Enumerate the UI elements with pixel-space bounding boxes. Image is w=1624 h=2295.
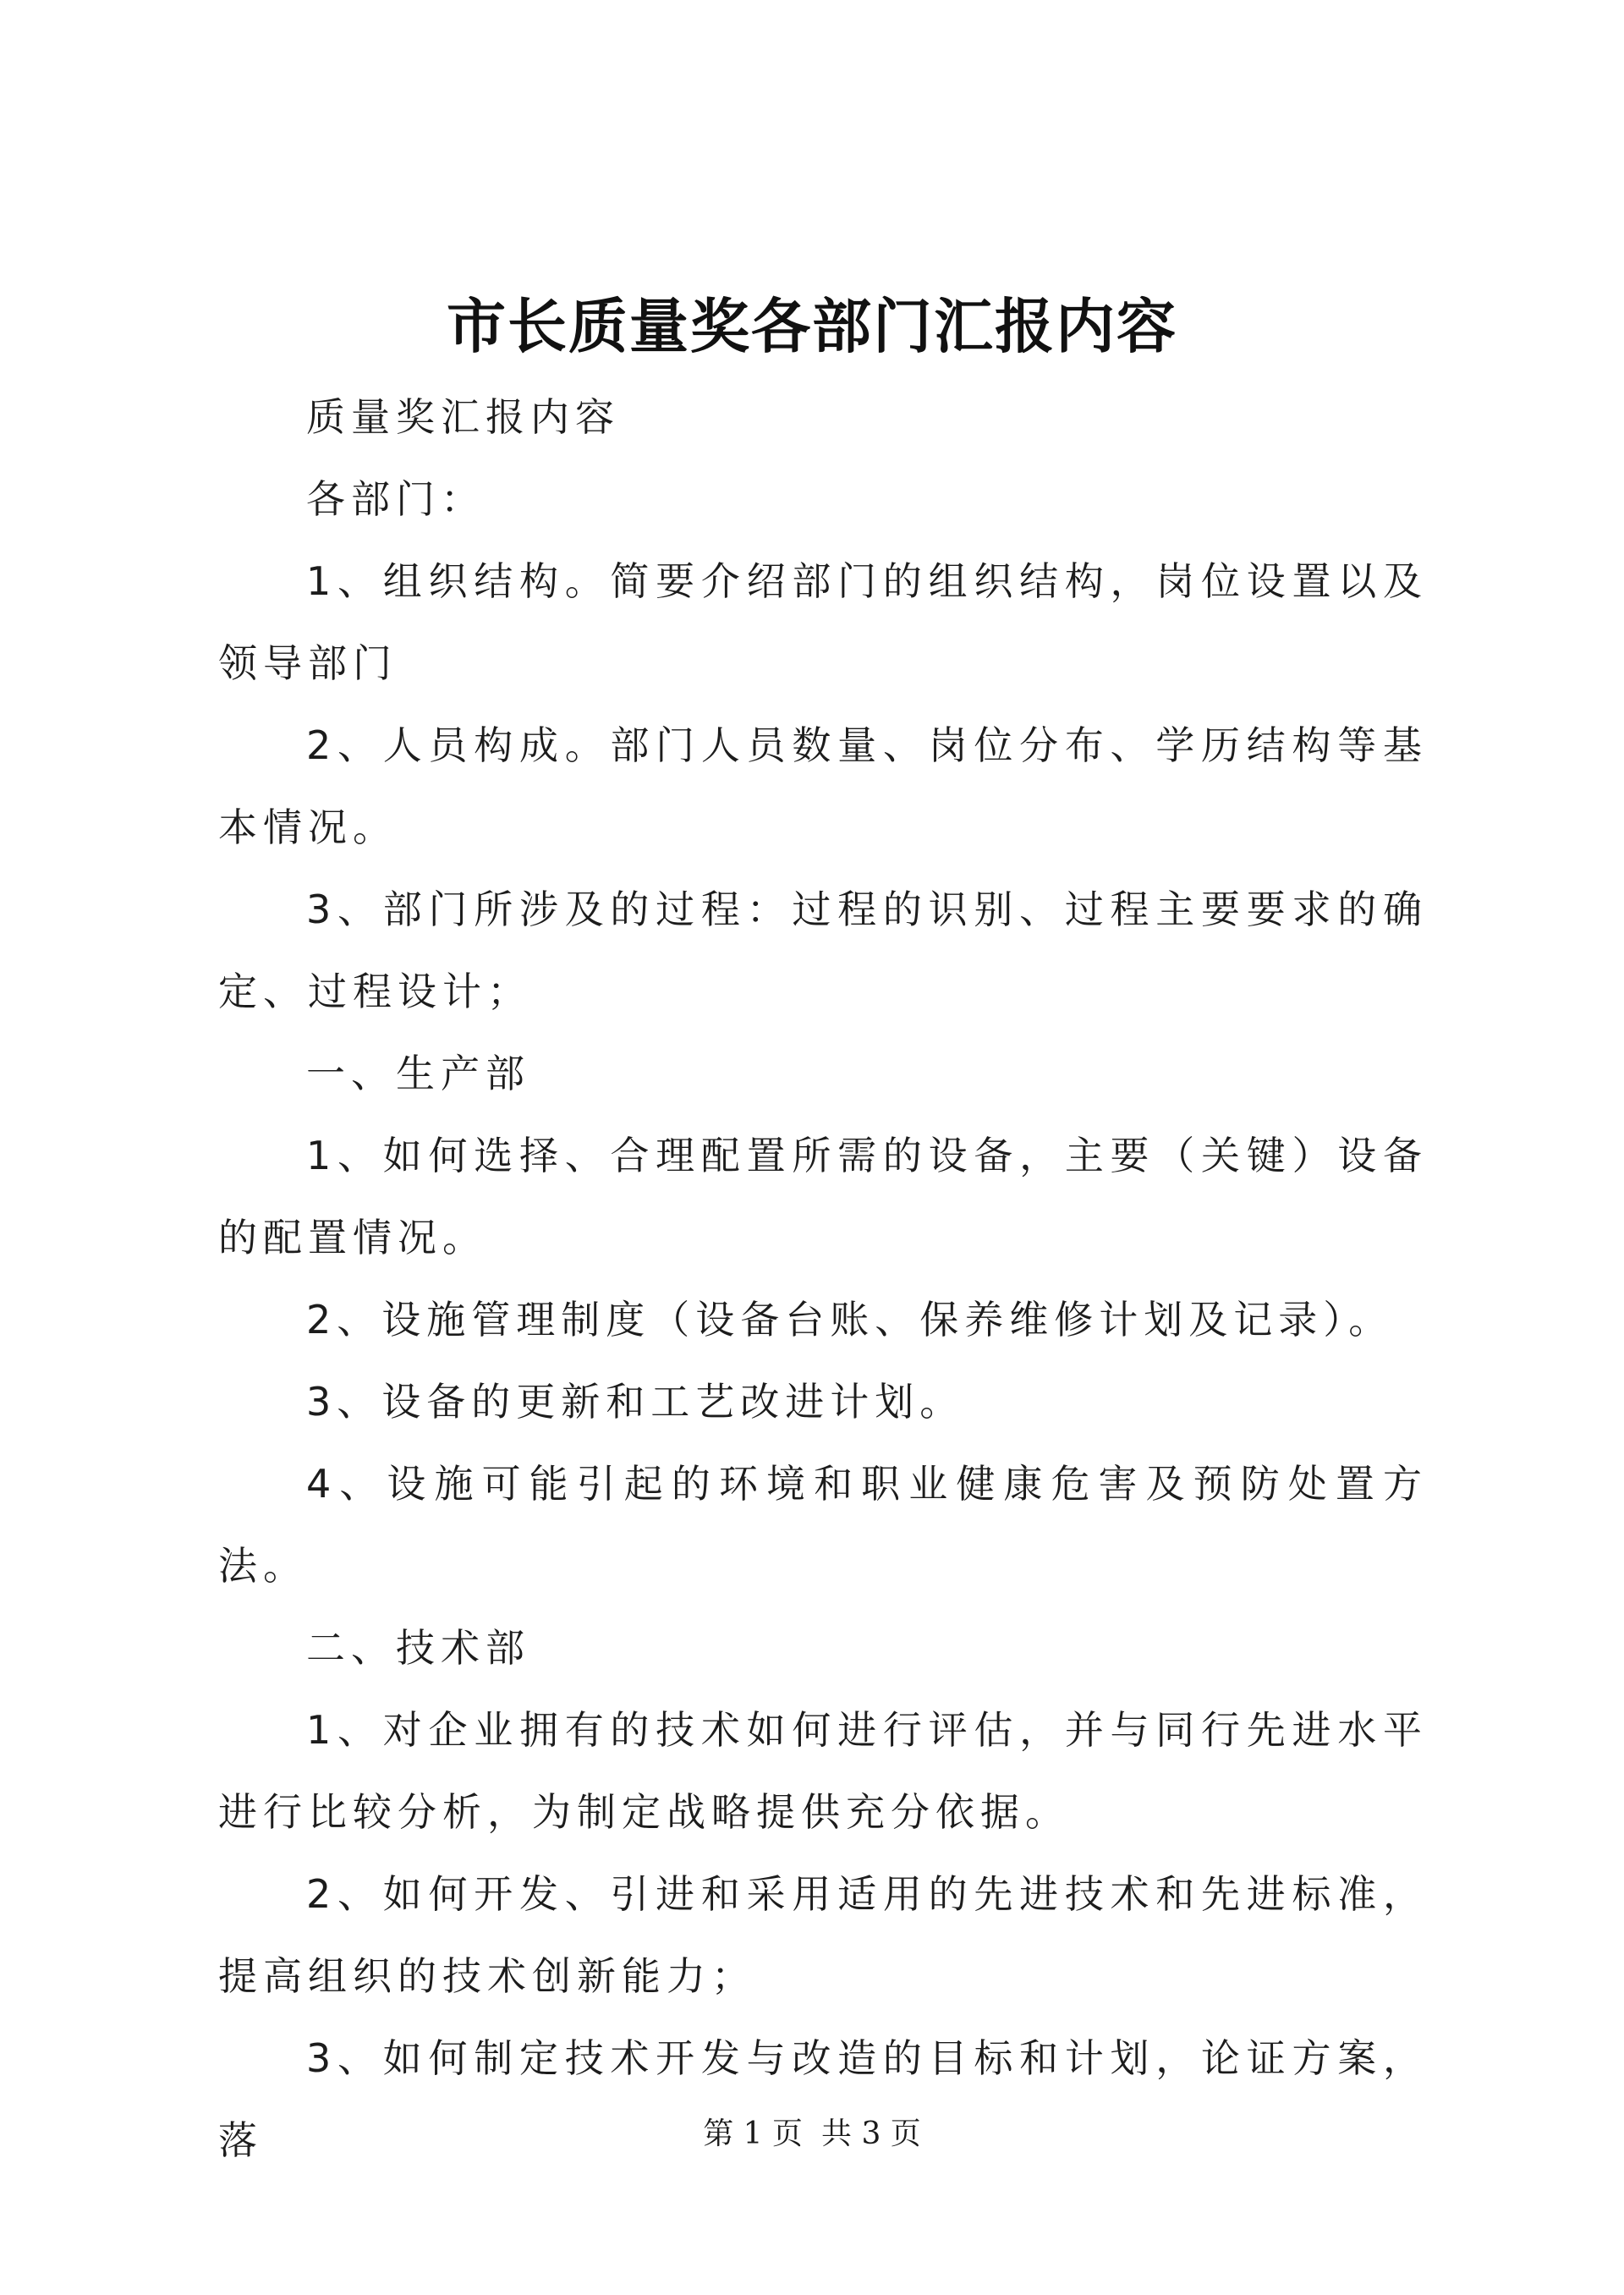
page-footer [0, 2113, 1624, 2155]
paragraph-item: 1、组织结构。简要介绍部门的组织结构，岗位设置以及领导部门 [218, 558, 1428, 686]
section-heading-production: 一、生产部 [306, 1051, 530, 1096]
document-body [218, 376, 1428, 2182]
paragraph-item: 2、如何开发、引进和采用适用的先进技术和先进标准，提高组织的技术创新能力； [218, 1871, 1428, 1999]
paragraph-item: 1、如何选择、合理配置所需的设备，主要（关键）设备的配置情况。 [218, 1133, 1428, 1260]
paragraph-salutation: 各部门： [306, 476, 486, 522]
paragraph-item: 2、设施管理制度（设备台账、保养维修计划及记录）。 [306, 1297, 1394, 1342]
paragraph-item: 3、设备的更新和工艺改进计划。 [306, 1379, 965, 1425]
paragraph-item: 4、设施可能引起的环境和职业健康危害及预防处置方法。 [218, 1461, 1428, 1589]
section-heading-technology: 二、技术部 [306, 1625, 530, 1671]
paragraph-item: 3、如何制定技术开发与改造的目标和计划，论证方案，落 [218, 2035, 1428, 2163]
paragraph-item: 1、对企业拥有的技术如何进行评估，并与同行先进水平进行比较分析，为制定战略提供充分依据。 [218, 1707, 1428, 1835]
paragraph-item: 2、人员构成。部门人员数量、岗位分布、学历结构等基本情况。 [218, 722, 1428, 850]
page-total: 共 3 页 [821, 2117, 921, 2151]
paragraph-subtitle: 质量奖汇报内容 [306, 394, 620, 440]
paragraph-item: 3、部门所涉及的过程：过程的识别、过程主要要求的确定、过程设计； [218, 887, 1428, 1014]
document-title: 市长质量奖各部门汇报内容 [447, 291, 1177, 361]
page-number: 第 1 页 [703, 2117, 803, 2151]
